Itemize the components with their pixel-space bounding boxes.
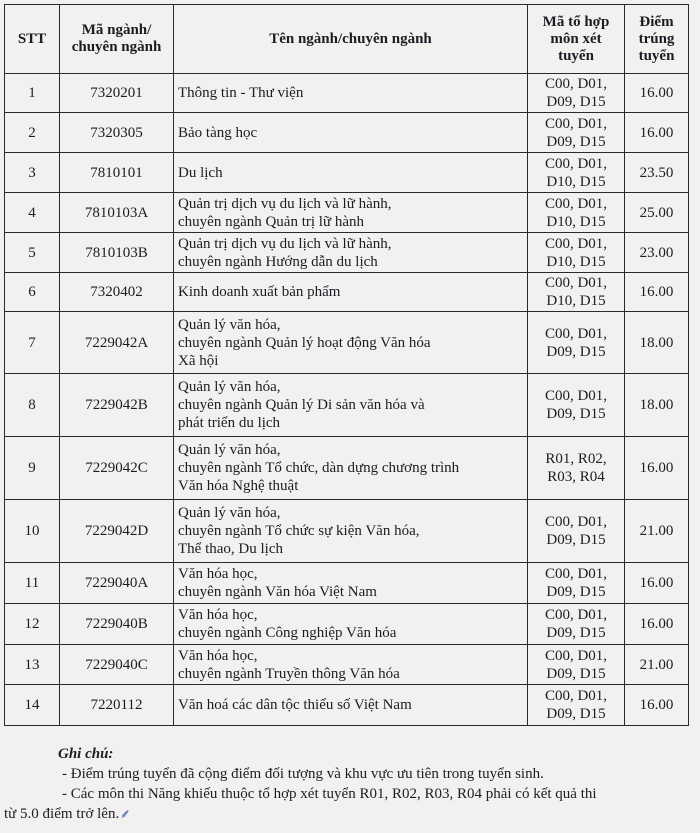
row-name — [174, 563, 528, 604]
header-score — [625, 5, 689, 74]
row-name — [174, 645, 528, 685]
row-combo-line: D09, D15 — [546, 343, 606, 360]
row-name-line: Văn hóa học, — [178, 566, 258, 582]
row-name-line: phát triển du lịch — [178, 415, 281, 431]
row-name-line: Văn hoá các dân tộc thiểu số Việt Nam — [178, 697, 412, 713]
row-combo — [528, 604, 625, 645]
row-code: 7810101 — [60, 153, 174, 193]
row-combo — [528, 645, 625, 685]
row-score: 16.00 — [625, 437, 689, 500]
row-combo-line: D10, D15 — [546, 173, 606, 190]
row-name-line: chuyên ngành Quản lý Di sản văn hóa và — [178, 397, 425, 413]
row-name-line: chuyên ngành Quản trị lữ hành — [178, 213, 364, 230]
row-name — [174, 113, 528, 153]
row-stt: 9 — [5, 437, 60, 500]
row-name-line: Văn hóa học, — [178, 647, 258, 664]
row-stt: 10 — [5, 500, 60, 563]
row-combo-line: D09, D15 — [546, 665, 606, 682]
header-score-label: Điểm trúng tuyển — [638, 13, 675, 64]
table-row — [5, 312, 689, 374]
row-stt: 14 — [5, 685, 60, 726]
row-score: 18.00 — [625, 374, 689, 437]
note-line-2: - Các môn thi Năng khiếu thuộc tổ hợp xét tuyển R01, R02, R03, R04 phải có kết quả thi — [62, 786, 597, 802]
row-combo — [528, 500, 625, 563]
row-combo-line: D09, D15 — [546, 532, 606, 548]
row-name — [174, 193, 528, 233]
row-name — [174, 437, 528, 500]
row-combo-line: D09, D15 — [546, 133, 606, 150]
row-combo-line: D09, D15 — [546, 584, 606, 600]
header-combo-label: Mã tổ hợp môn xét tuyển — [542, 13, 610, 64]
row-combo — [528, 312, 625, 374]
row-code: 7320402 — [60, 273, 174, 312]
row-combo-line: C00, D01, — [544, 155, 608, 172]
row-combo-line: C00, D01, — [544, 195, 608, 212]
table-row — [5, 685, 689, 726]
row-combo-line: C00, D01, — [544, 607, 608, 623]
row-score: 23.50 — [625, 153, 689, 193]
row-name-line: Xã hội — [178, 352, 219, 369]
row-code: 7229042B — [60, 374, 174, 437]
row-combo-line: C00, D01, — [544, 688, 608, 704]
row-score: 23.00 — [625, 233, 689, 273]
row-name-line: chuyên ngành Truyền thông Văn hóa — [178, 665, 400, 682]
row-stt: 5 — [5, 233, 60, 273]
row-name-line: Du lịch — [178, 164, 223, 181]
row-combo-line: C00, D01, — [544, 514, 608, 530]
row-name-line: chuyên ngành Công nghiệp Văn hóa — [178, 625, 397, 641]
row-name-line: chuyên ngành Tổ chức, dàn dựng chương trình — [178, 460, 460, 476]
row-name-line: Văn hóa học, — [178, 607, 258, 623]
row-score: 16.00 — [625, 563, 689, 604]
table-row — [5, 153, 689, 193]
row-combo-line: R03, R04 — [547, 469, 605, 485]
row-name-line: Quản trị dịch vụ du lịch và lữ hành, — [178, 195, 392, 212]
row-name — [174, 74, 528, 113]
row-name — [174, 500, 528, 563]
note-line-3 — [0, 804, 700, 824]
table-row — [5, 645, 689, 685]
row-combo-line: C00, D01, — [544, 115, 608, 132]
notes-title: Ghi chú: — [58, 746, 114, 762]
row-name — [174, 374, 528, 437]
row-code: 7229042C — [60, 437, 174, 500]
row-combo — [528, 273, 625, 312]
row-combo-line: C00, D01, — [544, 566, 608, 582]
row-code: 7229040C — [60, 645, 174, 685]
row-code: 7320305 — [60, 113, 174, 153]
header-stt: STT — [5, 5, 60, 74]
row-code: 7320201 — [60, 74, 174, 113]
row-code: 7229040A — [60, 563, 174, 604]
row-code: 7229042A — [60, 312, 174, 374]
row-score: 16.00 — [625, 273, 689, 312]
row-combo-line: D09, D15 — [546, 406, 606, 422]
row-combo — [528, 74, 625, 113]
row-name-line: Thông tin - Thư viện — [178, 85, 304, 101]
row-combo-line: C00, D01, — [544, 76, 608, 92]
row-score: 16.00 — [625, 74, 689, 113]
row-combo-line: D10, D15 — [546, 253, 606, 270]
row-combo-line: C00, D01, — [544, 647, 608, 664]
row-code: 7810103A — [60, 193, 174, 233]
row-stt: 4 — [5, 193, 60, 233]
row-name-line: Văn hóa Nghệ thuật — [178, 478, 299, 494]
table-header-row — [5, 5, 689, 74]
table-row — [5, 74, 689, 113]
row-code: 7810103B — [60, 233, 174, 273]
row-name-line: Thể thao, Du lịch — [178, 541, 283, 557]
row-name-line: chuyên ngành Hướng dẫn du lịch — [178, 253, 378, 270]
admissions-table — [4, 4, 689, 726]
row-combo — [528, 437, 625, 500]
row-code: 7220112 — [60, 685, 174, 726]
row-combo-line: D09, D15 — [546, 625, 606, 641]
row-name-line: Bảo tàng học — [178, 124, 258, 141]
row-score: 21.00 — [625, 500, 689, 563]
header-code-label: Mã ngành/ chuyên ngành — [71, 22, 162, 55]
row-stt: 3 — [5, 153, 60, 193]
table-row — [5, 604, 689, 645]
row-stt: 12 — [5, 604, 60, 645]
row-name-line: Quản lý văn hóa, — [178, 505, 281, 521]
row-name-line: Quản lý văn hóa, — [178, 379, 281, 395]
row-score: 18.00 — [625, 312, 689, 374]
row-combo-line: D10, D15 — [546, 213, 606, 230]
table-body — [5, 74, 689, 726]
row-combo-line: D10, D15 — [546, 293, 606, 309]
table-row — [5, 193, 689, 233]
row-score: 16.00 — [625, 604, 689, 645]
row-score: 21.00 — [625, 645, 689, 685]
notes-section — [0, 744, 700, 824]
row-code: 7229042D — [60, 500, 174, 563]
row-combo-line: D09, D15 — [546, 94, 606, 110]
row-stt: 7 — [5, 312, 60, 374]
row-combo — [528, 563, 625, 604]
row-name-line: chuyên ngành Tổ chức sự kiện Văn hóa, — [178, 523, 420, 539]
signature-mark: ⸙ — [119, 806, 129, 821]
row-combo — [528, 685, 625, 726]
row-stt: 1 — [5, 74, 60, 113]
row-name — [174, 273, 528, 312]
row-score: 16.00 — [625, 113, 689, 153]
row-stt: 13 — [5, 645, 60, 685]
table-row — [5, 374, 689, 437]
table-row — [5, 273, 689, 312]
row-combo — [528, 374, 625, 437]
row-name-line: Quản trị dịch vụ du lịch và lữ hành, — [178, 235, 392, 252]
row-combo-line: R01, R02, — [545, 451, 607, 467]
row-name — [174, 685, 528, 726]
row-combo-line: C00, D01, — [544, 275, 608, 291]
row-code: 7229040B — [60, 604, 174, 645]
table-row — [5, 113, 689, 153]
row-name-line: Quản lý văn hóa, — [178, 442, 281, 458]
row-score: 16.00 — [625, 685, 689, 726]
header-combo — [528, 5, 625, 74]
row-combo-line: C00, D01, — [544, 325, 608, 342]
header-name: Tên ngành/chuyên ngành — [174, 5, 528, 74]
note-line-1: - Điểm trúng tuyển đã cộng điểm đối tượng và khu vực ưu tiên trong tuyển sinh. — [62, 766, 544, 782]
row-combo-line: C00, D01, — [544, 235, 608, 252]
row-name — [174, 312, 528, 374]
row-score: 25.00 — [625, 193, 689, 233]
header-code — [60, 5, 174, 74]
table-row — [5, 500, 689, 563]
row-combo-line: D09, D15 — [546, 706, 606, 722]
row-stt: 2 — [5, 113, 60, 153]
row-stt: 8 — [5, 374, 60, 437]
row-name-line: Quản lý văn hóa, — [178, 316, 281, 333]
row-combo — [528, 153, 625, 193]
row-name-line: chuyên ngành Quản lý hoạt động Văn hóa — [178, 334, 431, 351]
row-combo — [528, 113, 625, 153]
row-name — [174, 604, 528, 645]
row-name — [174, 233, 528, 273]
row-combo-line: C00, D01, — [544, 388, 608, 404]
row-stt: 11 — [5, 563, 60, 604]
row-name-line: chuyên ngành Văn hóa Việt Nam — [178, 584, 377, 600]
row-combo — [528, 193, 625, 233]
row-stt: 6 — [5, 273, 60, 312]
row-name — [174, 153, 528, 193]
table-row — [5, 233, 689, 273]
table-row — [5, 563, 689, 604]
note-line-3-text: từ 5.0 điểm trở lên. — [4, 806, 120, 822]
table-row — [5, 437, 689, 500]
row-combo — [528, 233, 625, 273]
row-name-line: Kinh doanh xuất bản phẩm — [178, 284, 341, 300]
